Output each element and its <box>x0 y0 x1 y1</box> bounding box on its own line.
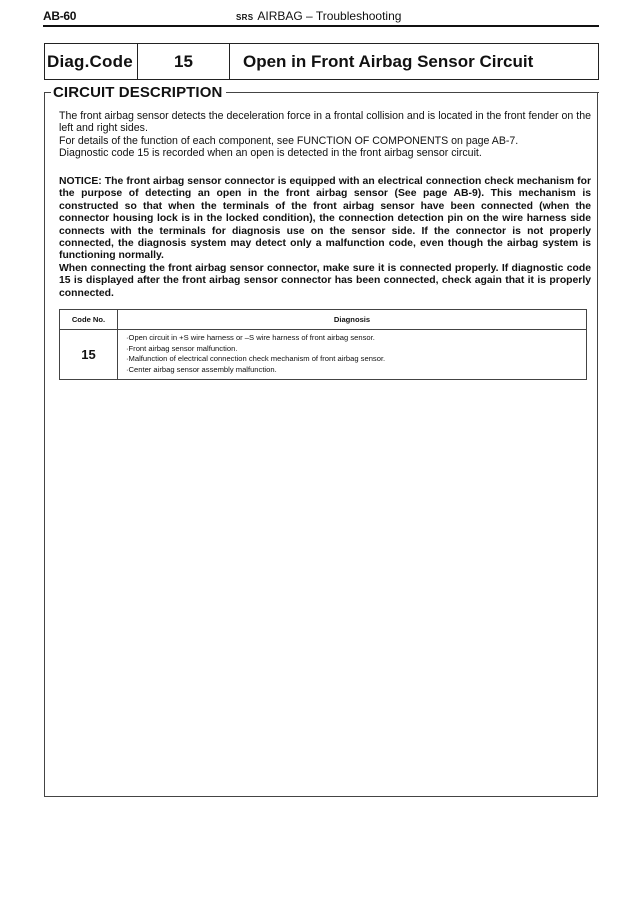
column-header-code: Code No. <box>60 310 118 330</box>
diagnosis-table <box>59 309 587 380</box>
srs-label: SRS <box>236 13 254 22</box>
running-title-text: AIRBAG – Troubleshooting <box>257 9 402 23</box>
description-paragraph: Diagnostic code 15 is recorded when an open is detected in the front airbag sensor circuit. <box>59 146 482 159</box>
description-text <box>59 110 591 159</box>
running-title <box>236 9 401 23</box>
diag-code-number: 15 <box>138 44 230 79</box>
page-number: AB-60 <box>43 9 77 23</box>
diagnosis-item: · Malfunction of electrical connection check mechanism of front airbag sensor. <box>126 354 586 365</box>
diagnosis-item: · Front airbag sensor malfunction. <box>126 344 586 355</box>
table-header-row <box>60 310 587 330</box>
section-heading: CIRCUIT DESCRIPTION <box>51 84 226 101</box>
diag-code-title: Open in Front Airbag Sensor Circuit <box>243 51 534 71</box>
code-cell: 15 <box>60 330 118 380</box>
notice-paragraph: NOTICE: The front airbag sensor connector is equipped with an electrical connection check mechanism for the purpose of detecting an open in the front airbag sensor (See page AB-9). This mechanism is constructed so that when the terminals of the front airbag sensor have been connected (when the connector housing lock is in the locked condition), the connection detection pin on the wire harness side connects with the terminals for diagnosis use on the sensor side. If the connector is not properly connected, the diagnosis system may detect only a malfunction code, even though the airbag system is functioning normally. <box>59 176 591 262</box>
notice-paragraph: When connecting the front airbag sensor connector, make sure it is connected properly. If diagnostic code 15 is displayed after the front airbag sensor connector has been connected, check again that it is properly connected. <box>59 262 591 299</box>
page-header <box>43 6 599 27</box>
diagnosis-cell <box>118 330 587 380</box>
diagnosis-item: · Center airbag sensor assembly malfunction. <box>126 365 586 376</box>
description-paragraph: For details of the function of each component, see FUNCTION OF COMPONENTS on page AB-7. <box>59 134 519 147</box>
diag-code-label: Diag.Code <box>45 44 138 79</box>
column-header-diagnosis: Diagnosis <box>118 310 587 330</box>
description-paragraph: The front airbag sensor detects the deceleration force in a frontal collision and is located in the front fender on the left and right sides. <box>59 110 591 135</box>
table-row <box>60 330 587 380</box>
diagnosis-item: · Open circuit in +S wire harness or –S wire harness of front airbag sensor. <box>126 333 586 344</box>
notice-block <box>59 176 591 300</box>
diag-code-header <box>44 43 599 80</box>
